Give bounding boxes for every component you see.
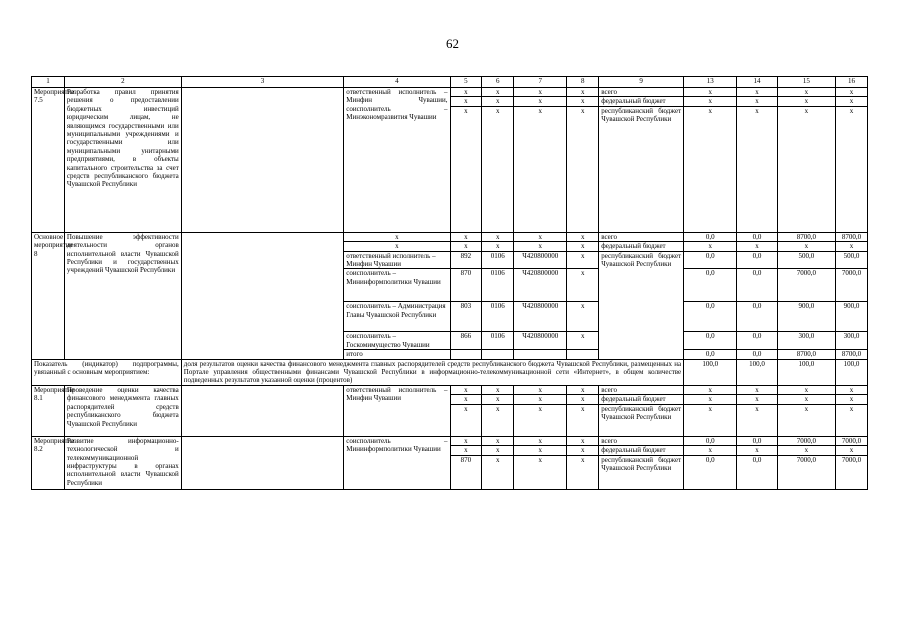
table-cell: x [482, 97, 514, 106]
table-cell: x [567, 232, 599, 241]
source-cell: всего [599, 385, 684, 394]
table-cell: 300,0 [777, 332, 835, 350]
executor-cell: ответственный исполнитель – Минфин Чувашии [344, 251, 450, 269]
source-cell: федеральный бюджет [599, 395, 684, 404]
table-cell: x [684, 242, 737, 251]
table-cell: 8700,0 [777, 350, 835, 359]
table-cell: x [450, 242, 482, 251]
table-cell: 870 [450, 269, 482, 302]
source-cell: федеральный бюджет [599, 242, 684, 251]
table-cell: 0106 [482, 269, 514, 302]
table-header-row [32, 77, 868, 88]
table-cell: x [567, 251, 599, 269]
header-cell: 16 [836, 77, 868, 88]
executor-cell: соисполнитель – Мининформполитики Чувашии [344, 269, 450, 302]
table-cell: 300,0 [836, 332, 868, 350]
empty-cell [450, 350, 482, 359]
table-cell: x [450, 395, 482, 404]
table-cell: x [514, 404, 567, 436]
empty-cell [514, 350, 567, 359]
table-cell: 0,0 [684, 455, 737, 489]
measure-code: Мероприятие 7.5 [32, 88, 65, 233]
table-cell: x [450, 385, 482, 394]
table-cell: 7000,0 [836, 436, 868, 445]
table-cell: x [836, 106, 868, 232]
table-cell: 803 [450, 302, 482, 332]
header-cell: 13 [684, 77, 737, 88]
table-cell: x [777, 395, 835, 404]
table-cell: x [450, 436, 482, 445]
header-cell: 6 [482, 77, 514, 88]
table-cell: x [514, 242, 567, 251]
table-cell: x [450, 97, 482, 106]
executor-cell: x [344, 242, 450, 251]
table-cell: x [836, 97, 868, 106]
table-cell: x [567, 106, 599, 232]
table-cell: 0,0 [737, 232, 777, 241]
table-cell: x [450, 106, 482, 232]
empty-cell [181, 232, 344, 359]
table-cell: x [514, 436, 567, 445]
table-cell: x [567, 97, 599, 106]
table-cell: 8700,0 [836, 350, 868, 359]
table-cell: x [567, 455, 599, 489]
table-cell: x [567, 446, 599, 455]
empty-cell [181, 385, 344, 436]
executor-cell: ответственный исполнитель – Минфин Чувашии, соисполнитель – Минэкономразвития Чувашии [344, 88, 450, 233]
table-cell: x [737, 242, 777, 251]
executor-cell: соисполнитель – Администрация Главы Чувашской Республики [344, 302, 450, 332]
source-cell: всего [599, 232, 684, 241]
table-cell: x [777, 446, 835, 455]
table-cell: x [567, 395, 599, 404]
header-cell: 7 [514, 77, 567, 88]
table-cell: x [737, 395, 777, 404]
header-cell: 3 [181, 77, 344, 88]
header-cell: 9 [599, 77, 684, 88]
measure-name: Проведение оценки качества финансового менеджмента главных распорядителей средств республиканского бюджета Чувашской Республики [64, 385, 181, 436]
header-cell: 15 [777, 77, 835, 88]
header-cell: 4 [344, 77, 450, 88]
table-cell: 500,0 [836, 251, 868, 269]
table-cell: x [836, 395, 868, 404]
table-cell: x [836, 385, 868, 394]
table-cell: x [482, 436, 514, 445]
table-cell: 500,0 [777, 251, 835, 269]
table-cell: 0,0 [737, 332, 777, 350]
table-cell: x [684, 88, 737, 97]
table-cell: 0106 [482, 332, 514, 350]
table-cell: x [684, 404, 737, 436]
table-cell: Ч420800000 [514, 251, 567, 269]
header-cell: 8 [567, 77, 599, 88]
table-row [32, 232, 868, 241]
table-cell: 0106 [482, 302, 514, 332]
table-cell: x [482, 455, 514, 489]
indicator-label: Показатель (индикатор) подпрограммы, увязанный с основным мероприятием: [32, 359, 182, 385]
table-cell: x [567, 88, 599, 97]
table-cell: 0,0 [737, 436, 777, 445]
table-cell: 0,0 [737, 269, 777, 302]
table-cell: x [777, 404, 835, 436]
table-cell: x [836, 242, 868, 251]
table-cell: x [737, 446, 777, 455]
table-row [32, 436, 868, 445]
header-cell: 1 [32, 77, 65, 88]
empty-cell [181, 436, 344, 489]
table-cell: x [514, 385, 567, 394]
table-cell: x [450, 446, 482, 455]
source-cell: республиканский бюджет Чувашской Республики [599, 106, 684, 232]
table-cell: x [514, 455, 567, 489]
table-cell: x [836, 88, 868, 97]
table-cell: x [777, 97, 835, 106]
table-cell: 900,0 [836, 302, 868, 332]
table-cell: 100,0 [836, 359, 868, 385]
table-cell: 0,0 [684, 232, 737, 241]
table-cell: 7000,0 [777, 269, 835, 302]
table-cell: x [514, 446, 567, 455]
table-cell: x [836, 404, 868, 436]
table-cell: x [777, 106, 835, 232]
source-cell: республиканский бюджет Чувашской Республики [599, 404, 684, 436]
header-cell: 2 [64, 77, 181, 88]
table-cell: 7000,0 [777, 436, 835, 445]
empty-cell [567, 350, 599, 359]
table-cell: x [836, 446, 868, 455]
executor-cell: x [344, 232, 450, 241]
table-cell: x [684, 385, 737, 394]
table-cell: Ч420800000 [514, 332, 567, 350]
table-cell: x [482, 395, 514, 404]
table-cell: 0,0 [684, 436, 737, 445]
table-cell: x [737, 404, 777, 436]
table-cell: x [684, 395, 737, 404]
table-cell: 900,0 [777, 302, 835, 332]
table-cell: 0,0 [684, 350, 737, 359]
source-cell: всего [599, 88, 684, 97]
table-cell: x [567, 242, 599, 251]
table-cell: x [450, 232, 482, 241]
table-cell: x [450, 88, 482, 97]
table-cell: x [482, 446, 514, 455]
executor-cell: соисполнитель – Мининформполитики Чувашии [344, 436, 450, 489]
table-cell: 892 [450, 251, 482, 269]
table-cell: x [684, 106, 737, 232]
header-cell: 14 [737, 77, 777, 88]
table-cell: x [482, 385, 514, 394]
table-cell: x [567, 404, 599, 436]
table-cell: 0,0 [684, 332, 737, 350]
table-cell: x [514, 97, 567, 106]
empty-cell [181, 88, 344, 233]
source-cell: республиканский бюджет Чувашской Республики [599, 455, 684, 489]
table-cell: 0,0 [737, 455, 777, 489]
measure-name: Разработка правил принятия решения о предоставлении бюджетных инвестиций юридическим лицам, не являющимся государственными или муниципальными учреждениями и государственными или муниципальными унитарными предприятиями, в объекты капитального строительства за счет средств республиканского бюджета Чувашской Республики [64, 88, 181, 233]
table-cell: x [482, 404, 514, 436]
table-cell: 100,0 [777, 359, 835, 385]
executor-cell: ответственный исполнитель – Минфин Чувашии [344, 385, 450, 436]
measure-code: Основное мероприятие 8 [32, 232, 65, 359]
table-cell: x [514, 88, 567, 97]
table-cell: x [514, 232, 567, 241]
table-cell: 0,0 [684, 269, 737, 302]
source-cell: федеральный бюджет [599, 97, 684, 106]
table-cell: x [684, 97, 737, 106]
table-cell: x [567, 385, 599, 394]
source-cell: всего [599, 436, 684, 445]
table-cell: x [737, 106, 777, 232]
table-row [32, 385, 868, 394]
table-cell: 0,0 [737, 251, 777, 269]
table-cell: x [737, 88, 777, 97]
source-cell: республиканский бюджет Чувашской Республики [599, 251, 684, 359]
measure-code: Мероприятие 8.1 [32, 385, 65, 436]
header-cell: 5 [450, 77, 482, 88]
page-number: 62 [446, 36, 459, 51]
table-cell: x [514, 395, 567, 404]
table-cell: 8700,0 [777, 232, 835, 241]
table-cell: x [737, 97, 777, 106]
executor-cell: итого [344, 350, 450, 359]
executor-cell: соисполнитель – Госкомимущество Чувашии [344, 332, 450, 350]
table-cell: x [684, 446, 737, 455]
table-cell: x [567, 332, 599, 350]
table-cell: 7000,0 [836, 455, 868, 489]
table-cell: 0,0 [737, 302, 777, 332]
table-cell: 0,0 [684, 302, 737, 332]
table-cell: 7000,0 [836, 269, 868, 302]
budget-table [31, 76, 868, 490]
table-cell: x [777, 88, 835, 97]
table-cell: x [567, 436, 599, 445]
table-cell: 866 [450, 332, 482, 350]
table-cell: x [567, 302, 599, 332]
table-cell: x [514, 106, 567, 232]
table-cell: x [567, 269, 599, 302]
table-cell: 100,0 [684, 359, 737, 385]
table-cell: 0106 [482, 251, 514, 269]
measure-name: Развитие информационно-технологической и телекоммуникационной инфраструктуры в органах исполнительной власти Чувашской Республики [64, 436, 181, 489]
table-cell: 100,0 [737, 359, 777, 385]
empty-cell [482, 350, 514, 359]
measure-name: Повышение эффективности деятельности органов исполнительной власти Чувашской Республики и государственных учреждений Чувашской Республики [64, 232, 181, 359]
table-cell: Ч420800000 [514, 302, 567, 332]
table-cell: 0,0 [737, 350, 777, 359]
table-row [32, 88, 868, 97]
table-cell: x [777, 385, 835, 394]
table-cell: x [482, 106, 514, 232]
table-cell: x [737, 385, 777, 394]
measure-code: Мероприятие 8.2 [32, 436, 65, 489]
table-cell: Ч420800000 [514, 269, 567, 302]
indicator-text: доля результатов оценки качества финансового менеджмента главных распорядителей средств республиканского бюджета Чувашской Республики, размещенных на Портале управления общественными финансами Чувашской Республики в информационно-телекоммуникационной сети «Интернет», в общем количестве подведенных результатов указанной оценки (процентов) [181, 359, 683, 385]
table-cell: 0,0 [684, 251, 737, 269]
table-cell: x [450, 404, 482, 436]
table-cell: 870 [450, 455, 482, 489]
table-cell: 8700,0 [836, 232, 868, 241]
table-row [32, 359, 868, 385]
source-cell: федеральный бюджет [599, 446, 684, 455]
table-cell: x [482, 88, 514, 97]
table-cell: x [482, 232, 514, 241]
table-cell: x [777, 242, 835, 251]
table-cell: 7000,0 [777, 455, 835, 489]
table-cell: x [482, 242, 514, 251]
